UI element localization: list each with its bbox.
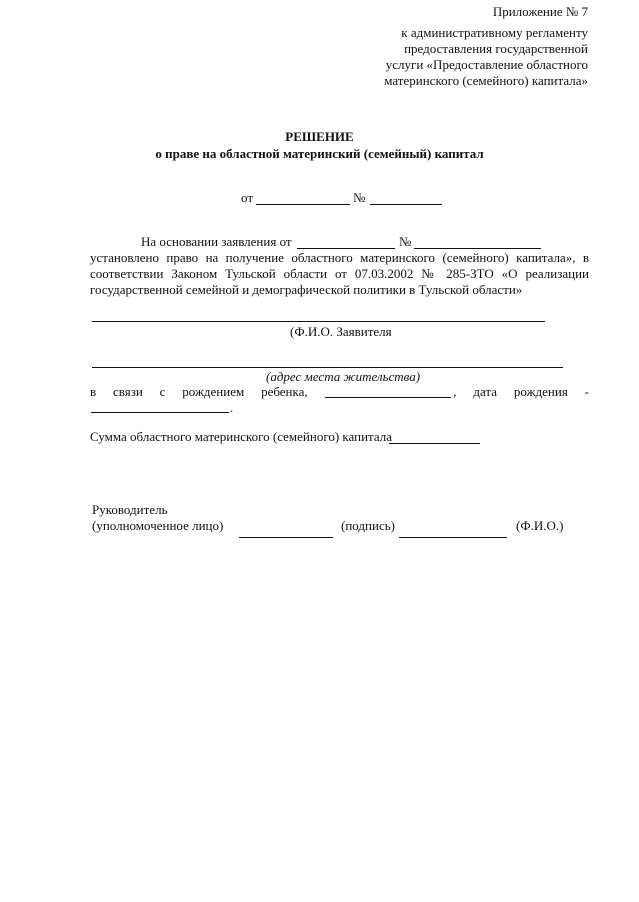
- header-line: услуги «Предоставление областного: [385, 57, 588, 72]
- child-name-field: [325, 384, 457, 400]
- header-line: к административному регламенту: [401, 25, 588, 40]
- birth-dash: -: [584, 384, 589, 399]
- signature-caption: (подпись): [341, 518, 395, 533]
- number-label: №: [353, 190, 366, 205]
- address-caption: (адрес места жительства): [266, 369, 421, 384]
- number-blank: [370, 204, 442, 205]
- birth-date-blank: [91, 412, 229, 413]
- child-name-blank: [325, 397, 451, 398]
- capital-amount-blank: [389, 443, 480, 444]
- birth-word: рождения: [513, 384, 568, 399]
- signature-blank: [239, 537, 333, 538]
- birth-word: с: [159, 384, 166, 399]
- appendix-number: Приложение № 7: [492, 4, 588, 19]
- birth-word: ребенка,: [261, 384, 308, 399]
- application-date-blank: [297, 248, 395, 249]
- head-label: Руководитель: [92, 502, 168, 517]
- birth-word: связи: [112, 384, 143, 399]
- birth-word: в: [90, 384, 97, 399]
- header-line: материнского (семейного) капитала»: [384, 73, 588, 88]
- fio-caption: (Ф.И.О.): [516, 518, 564, 533]
- birth-comma: ,: [453, 384, 457, 399]
- birth-row: [90, 384, 589, 400]
- capital-label: Сумма областного материнского (семейного) капитала: [90, 429, 393, 444]
- application-number-label: №: [399, 234, 412, 249]
- date-label: от: [241, 190, 254, 205]
- body-line: государственной семейной и демографической политики в Тульской области»: [90, 282, 523, 297]
- application-number-blank: [414, 248, 541, 249]
- document-title: РЕШЕНИЕ: [285, 129, 354, 144]
- authorized-person-label: (уполномоченное лицо): [92, 518, 224, 533]
- header-line: предоставления государственной: [404, 41, 588, 56]
- document-subtitle: о праве на областной материнский (семейный) капитал: [155, 146, 484, 161]
- date-blank: [256, 204, 350, 205]
- basis-text: На основании заявления от: [141, 234, 292, 249]
- birth-word: дата: [473, 384, 498, 399]
- body-line: установлено право на получение областного материнского (семейного) капитала», в: [90, 250, 589, 265]
- address-blank: [92, 367, 563, 368]
- birth-word: рождением: [182, 384, 245, 399]
- applicant-name-blank: [92, 321, 545, 322]
- fio-blank: [399, 537, 507, 538]
- birth-period: .: [230, 400, 234, 415]
- body-line: соответствии Законом Тульской области от 07.03.2002 № 285-ЗТО «О реализации: [90, 266, 589, 281]
- applicant-name-caption: (Ф.И.О. Заявителя: [290, 324, 392, 339]
